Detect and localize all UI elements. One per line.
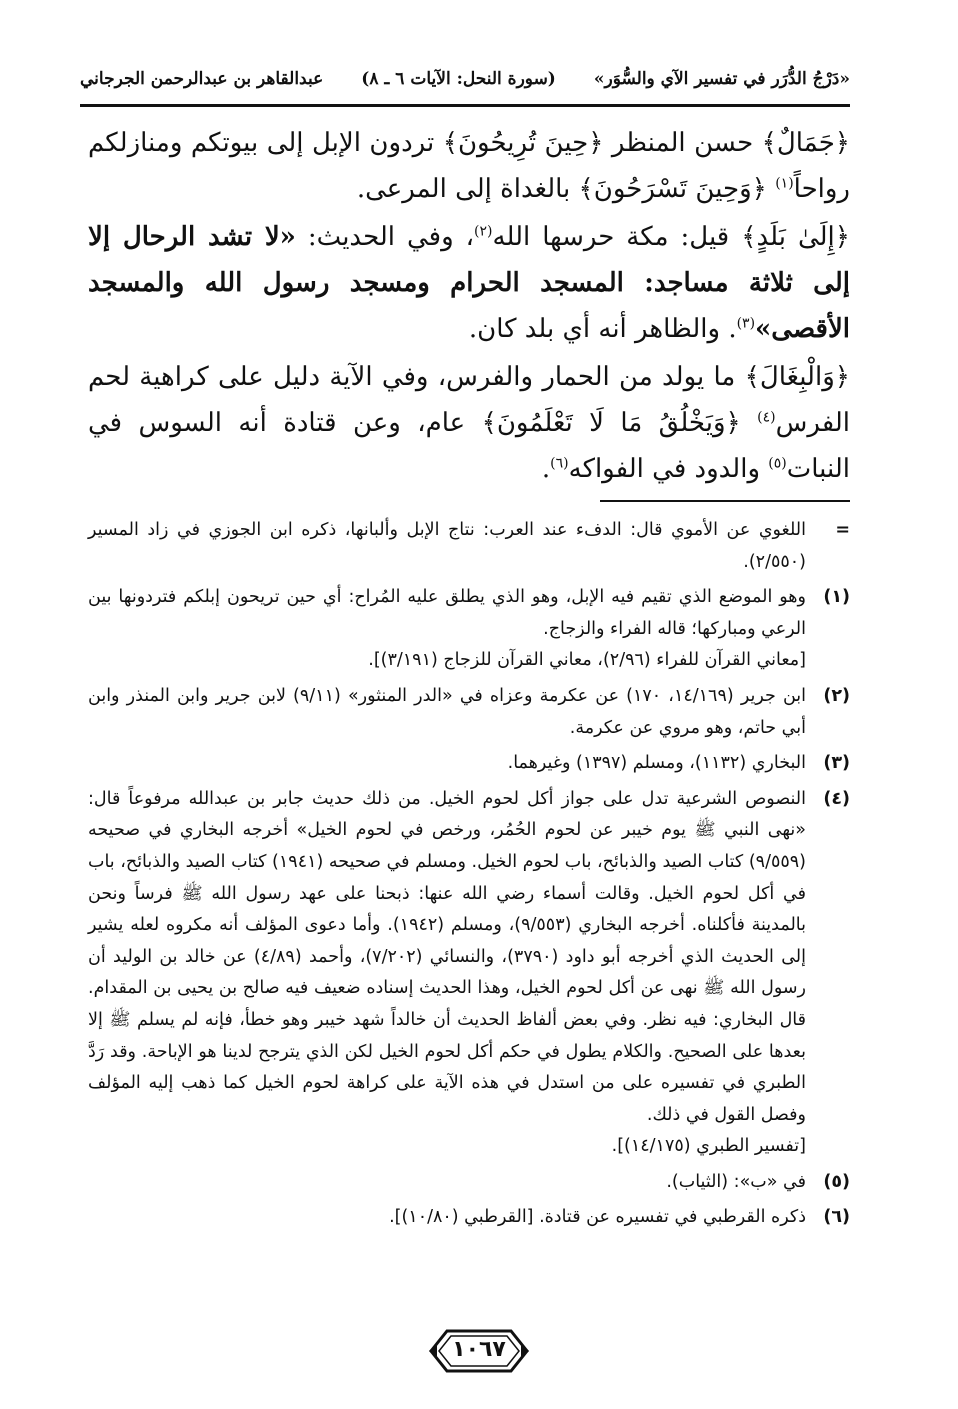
footnote-3 [88, 748, 850, 780]
page-number-badge [427, 1325, 531, 1377]
text-run: حسن المنظر [603, 128, 762, 158]
surah-range: (سورة النحل: الآيات ٦ ـ ٨) [361, 69, 556, 89]
footnote-number: (٥) [823, 1171, 850, 1192]
footnote-line: البخاري (١١٣٢)، ومسلم (١٣٩٧) وغيرهما. [507, 753, 806, 774]
text-run: عام، وعن قتادة أنه السوس في النبات [88, 408, 850, 484]
quran-quote: ﴿حِينَ تُرِيحُونَ﴾ [442, 128, 604, 158]
quran-quote: ﴿جَمَالٌ﴾ [761, 128, 850, 158]
footnote-continued [88, 515, 850, 578]
footnote-text [88, 1202, 806, 1234]
footnote-text [88, 681, 806, 744]
footnote-separator [600, 500, 850, 502]
footnote-text [88, 748, 806, 780]
footnote-4 [88, 784, 850, 1163]
page-number: ١٠٦٧ [452, 1337, 506, 1362]
footnote-line: وهو الموضع الذي تقيم فيه الإبل، وهو الذي يطلق عليه المُراح: أي حين تريحون إبلكم فتردونها بين الرعي ومباركها؛ قاله الفراء والزجاج. [88, 587, 806, 639]
quran-quote: ﴿وَحِينَ تَسْرَحُونَ﴾ [578, 174, 767, 204]
footnote-number: (١) [823, 587, 850, 608]
footnote-ref[interactable]: (٦) [550, 455, 569, 472]
text-run: بالغداة إلى المرعى. [356, 174, 579, 204]
footnote-6 [88, 1202, 850, 1234]
text-run: تردون الإبل إلى بيوتكم ومنازلكم رواحاً [88, 128, 850, 204]
footnote-line: النصوص الشرعية تدل على جواز أكل لحوم الخيل. من ذلك حديث جابر بن عبدالله مرفوعاً قال: «نهى النبي ﷺ يوم خيبر عن لحوم الحُمُر، ورخص في لحوم الخيل» أخرجه البخاري في صحيحه (٩/٥٥٩) كتاب الصيد والذبائح، باب لحوم الخيل. ومسلم في صحيحه (١٩٤١) كتاب الصيد والذبائح، باب في أكل لحوم الخيل. وقالت أسماء رضي الله عنها: ذبحنا على عهد رسول الله ﷺ فرساً ونحن بالمدينة فأكلناه. أخرجه البخاري (٩/٥٥٣)، ومسلم (١٩٤٢). وأما دعوى المؤلف أنه مكروه لعله يشير إلى الحديث الذي أخرجه أبو داود (٣٧٩٠)، والنسائي (٧/٢٠٢)، وأحمد (٤/٨٩) عن خالد بن الوليد أن رسول الله ﷺ نهى عن أكل لحوم الخيل، وهذا الحديث إسناده ضعيف فيه صالح بن يحيى بن المقدام. قال البخاري: فيه نظر. وفي بعض ألفاظ الحديث أن خالداً شهد خيبر وهو خطأ، فإنه لم يسلم ﷺ إلا بعدها على الصحيح. والكلام يطول في حكم أكل لحوم الخيل لكن الذي يترجح لدينا هو الإباحة. وقد رَدَّ الطبري في تفسيره على من استدل في هذه الآية على كراهة لحوم الخيل كما ذهب إليه المؤلف وفصل القول في ذلك. [88, 788, 806, 1125]
footnote-2 [88, 681, 850, 744]
running-header [80, 62, 850, 96]
text-run: والدود في الفواكه [568, 454, 769, 484]
footnote-line: ذكره القرطبي في تفسيره عن قتادة. [القرطبي (١٠/٨٠)]. [389, 1207, 806, 1228]
author-name: عبدالقاهر بن عبدالرحمن الجرجاني [80, 69, 324, 89]
footnote-line: [معاني القرآن للفراء (٢/٩٦)، معاني القرآن للزجاج (٣/١٩١)]. [368, 650, 806, 671]
footnote-5 [88, 1167, 850, 1199]
footnote-number: (٤) [823, 788, 850, 809]
header-rule [80, 104, 850, 107]
footnote-ref[interactable]: (٥) [768, 455, 787, 472]
footnote-number: (٢) [823, 685, 850, 706]
footnote-ref[interactable]: (٤) [757, 409, 776, 426]
footnote-line: [تفسير الطبري (١٤/١٧٥)]. [611, 1136, 806, 1157]
paragraph-3 [88, 354, 850, 492]
book-title: «دَرْجُ الدُّرَر في تفسير الآي والسُّوَر» [593, 69, 850, 89]
footnote-line: في «ب»: (الثياب). [666, 1171, 806, 1192]
quran-quote: ﴿إِلَىٰ بَلَدٍ﴾ [741, 222, 850, 252]
text-run: ، وفي الحديث: [295, 222, 475, 252]
footnote-number: = [835, 520, 850, 540]
quran-quote: ﴿وَيَخْلُقُ مَا لَا تَعْلَمُونَ﴾ [481, 408, 741, 438]
text-run: قيل: مكة حرسها الله [492, 222, 742, 252]
text-run: . [541, 454, 551, 484]
footnote-ref[interactable]: (٢) [474, 223, 493, 240]
footnote-number: (٣) [823, 753, 850, 774]
footnotes [88, 515, 850, 1238]
footnote-line: ابن جرير (١٤/١٦٩، ١٧٠) عن عكرمة وعزاه في «الدر المنثور» (٩/١١) لابن جرير وابن المنذر وابن أبي حاتم، وهو مروي عن عكرمة. [88, 685, 806, 738]
footnote-line: اللغوي عن الأموي قال: الدفء عند العرب: نتاج الإبل وألبانها، ذكره ابن الجوزي في زاد المسير (٢/٥٥٠). [88, 520, 806, 572]
footnote-number: (٦) [823, 1207, 850, 1228]
text-run [741, 408, 757, 438]
paragraph-1 [88, 120, 850, 212]
footnote-ref[interactable]: (٣) [736, 315, 756, 332]
text-run [767, 174, 775, 204]
footnote-1 [88, 582, 850, 677]
text-run: ما يولد من الحمار والفرس، وفي الآية دليل على كراهية لحم الفرس [88, 362, 851, 438]
footnote-text [88, 515, 806, 578]
main-text [88, 120, 850, 494]
footnote-text [88, 582, 806, 677]
footnote-text [88, 784, 806, 1163]
footnote-ref[interactable]: (١) [775, 175, 794, 192]
text-run: . والظاهر أنه أي بلد كان. [468, 314, 737, 344]
paragraph-2 [88, 214, 850, 352]
footnote-text [88, 1167, 806, 1199]
hadith-quote: «لا تشد الرحال إلا إلى ثلاثة مساجد: المسجد الحرام ومسجد رسول الله والمسجد الأقصى» [88, 222, 850, 344]
quran-quote: ﴿وَالْبِغَالَ﴾ [744, 362, 850, 392]
